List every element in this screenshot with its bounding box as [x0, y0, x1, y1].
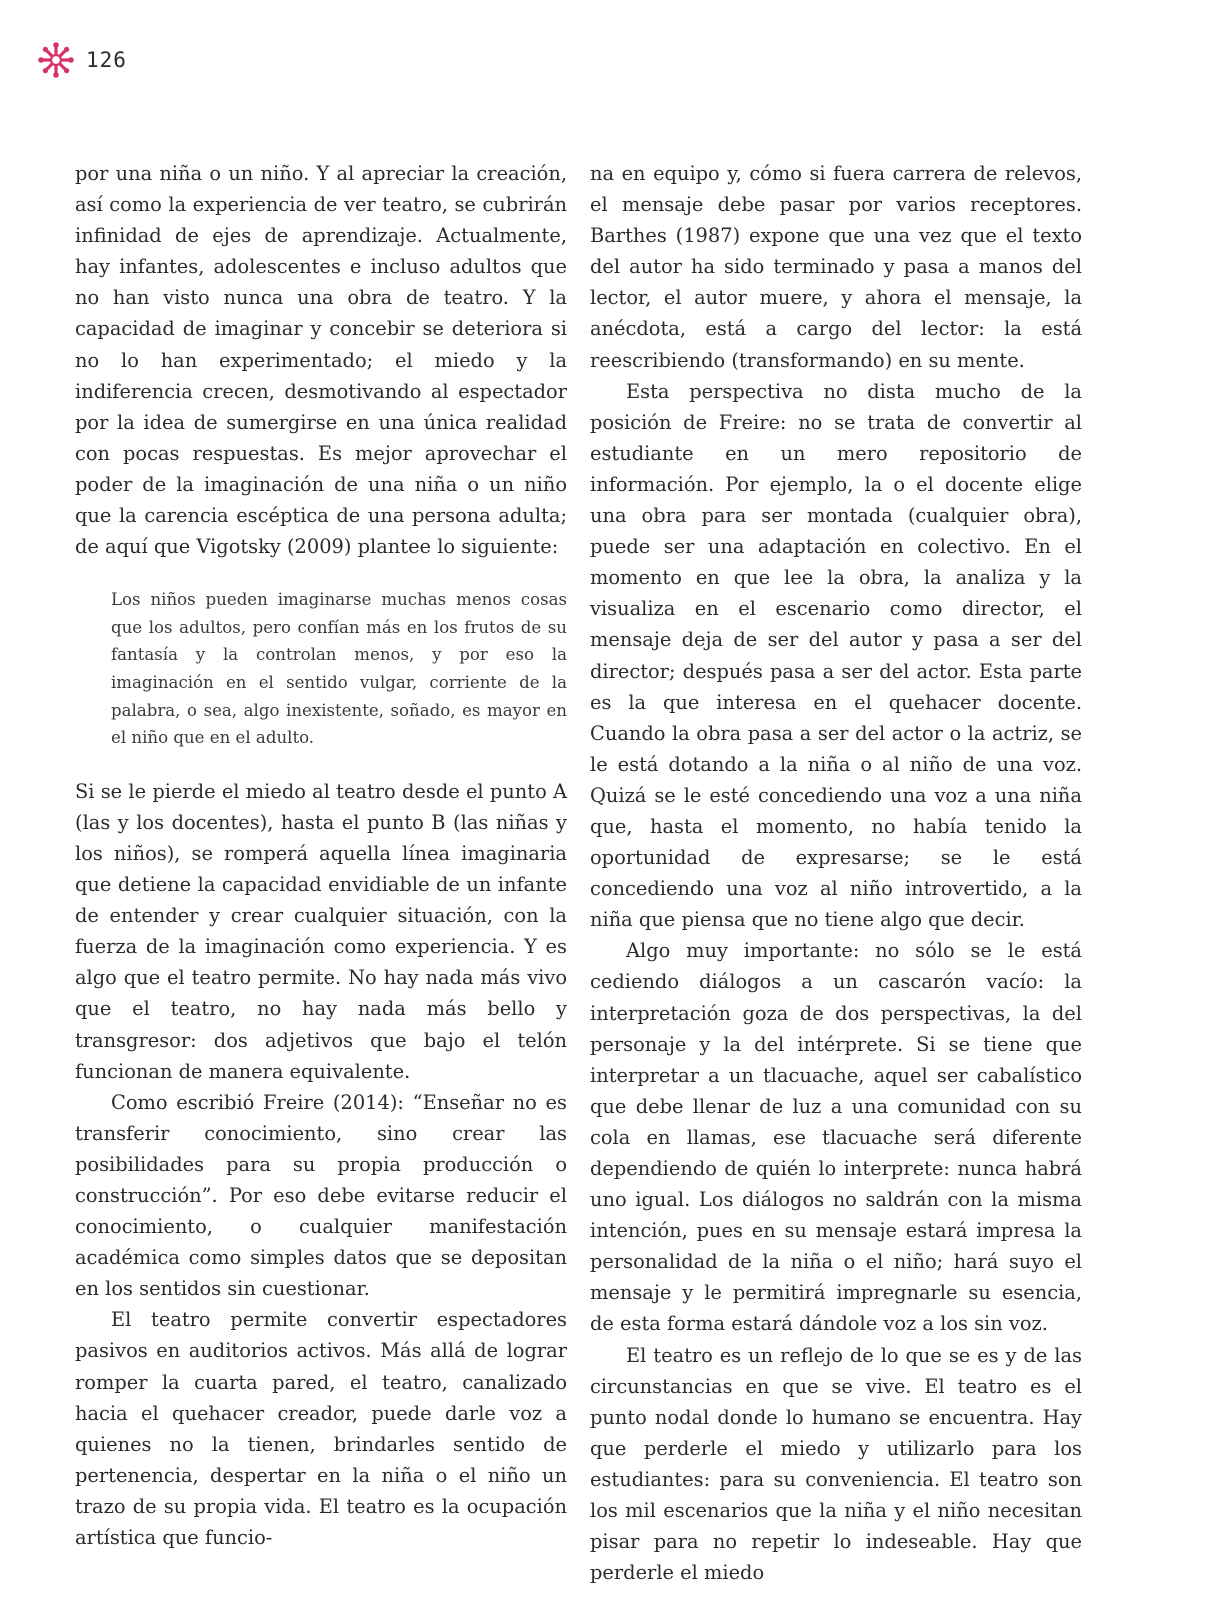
right-column	[590, 158, 1082, 1588]
block-quote: Los niños pueden imaginarse muchas menos cosas que los adultos, pero confían más en los frutos de su fantasía y la controlan menos, y por eso la imaginación en el sentido vulgar, corriente de la palabra, o sea, algo inexistente, soñado, es mayor en el niño que en el adulto.	[111, 590, 567, 748]
page-header	[38, 40, 127, 80]
paragraph: Algo muy importante: no sólo se le está cediendo diálogos a un cascarón vacío: la interpretación goza de dos perspectivas, la del personaje y la del intérprete. Si se tiene que interpretar a un tlacuache, aquel ser cabalístico que debe llenar de luz a una comunidad con su cola en llamas, ese tlacuache será diferente dependiendo de quién lo interprete: nunca habrá uno igual. Los diálogos no saldrán con la misma intención, pues en su mensaje estará impresa la personalidad de la niña o el niño; hará suyo el mensaje y le permitirá impregnarle su esencia, de esta forma estará dándole voz a los sin voz.	[590, 939, 1082, 1336]
paragraph: El teatro permite convertir espectadores pasivos en auditorios activos. Más allá de lograr romper la cuarta pared, el teatro, canalizado hacia el quehacer creador, puede darle voz a quienes no la tienen, brindarles sentido de pertenencia, despertar en la niña o el niño un trazo de su propia vida. El teatro es la ocupación artística que funcio-	[75, 1308, 567, 1550]
paragraph: por una niña o un niño. Y al apreciar la creación, así como la experiencia de ver teatro, se cubrirán infinidad de ejes de aprendizaje. Actualmente, hay infantes, adolescentes e incluso adultos que no han visto nunca una obra de teatro. Y la capacidad de imaginar y concebir se deteriora si no lo han experimentado; el miedo y la indiferencia crecen, desmotivando al espectador por la idea de sumergirse en una única realidad con pocas respuestas. Es mejor aprovechar el poder de la imaginación de una niña o un niño que la carencia escéptica de una persona adulta; de aquí que Vigotsky (2009) plantee lo siguiente:	[75, 162, 567, 559]
paragraph: El teatro es un reflejo de lo que se es y de las circunstancias en que se vive. El teatro es el punto nodal donde lo humano se encuentra. Hay que perderle el miedo y utilizarlo para los estudiantes: para su conveniencia. El teatro son los mil escenarios que la niña y el niño necesitan pisar para no repetir lo indeseable. Hay que perderle el miedo	[590, 1343, 1082, 1585]
paragraph: na en equipo y, cómo si fuera carrera de relevos, el mensaje debe pasar por varios receptores. Barthes (1987) expone que una vez que el texto del autor ha sido terminado y pasa a manos del lector, el autor muere, y ahora el mensaje, la anécdota, está a cargo del lector: la está reescribiendo (transformando) en su mente.	[590, 162, 1082, 372]
page-number: 126	[86, 48, 127, 72]
paragraph: Si se le pierde el miedo al teatro desde el punto A (las y los docentes), hasta el punto B (las niñas y los niños), se romperá aquella línea imaginaria que detiene la capacidad envidiable de un infante de entender y crear cualquier situación, con la fuerza de la imaginación como experiencia. Y es algo que el teatro permite. No hay nada más vivo que el teatro, no hay nada más bello y transgresor: dos adjetivos que bajo el telón funcionan de manera equivalente.	[75, 779, 567, 1083]
asterisk-flower-icon	[38, 42, 74, 78]
left-column	[75, 158, 567, 1553]
paragraph: Como escribió Freire (2014): “Enseñar no es transferir conocimiento, sino crear las posibilidades para su propia producción o construcción”. Por eso debe evitarse reducir el conocimiento, o cualquier manifestación académica como simples datos que se depositan en los sentidos sin cuestionar.	[75, 1090, 567, 1301]
paragraph: Esta perspectiva no dista mucho de la posición de Freire: no se trata de convertir al estudiante en un mero repositorio de información. Por ejemplo, la o el docente elige una obra para ser montada (cualquier obra), puede ser una adaptación en colectivo. En el momento en que lee la obra, la analiza y la visualiza en el escenario como director, el mensaje deja de ser del autor y pasa a ser del director; después pasa a ser del actor. Esta parte es la que interesa en el quehacer docente. Cuando la obra pasa a ser del actor o la actriz, se le está dotando a la niña o al niño de una voz. Quizá se le esté concediendo una voz a una niña que, hasta el momento, no había tenido la oportunidad de expresarse; se le está concediendo una voz al niño introvertido, a la niña que piensa que no tiene algo que decir.	[590, 379, 1082, 932]
